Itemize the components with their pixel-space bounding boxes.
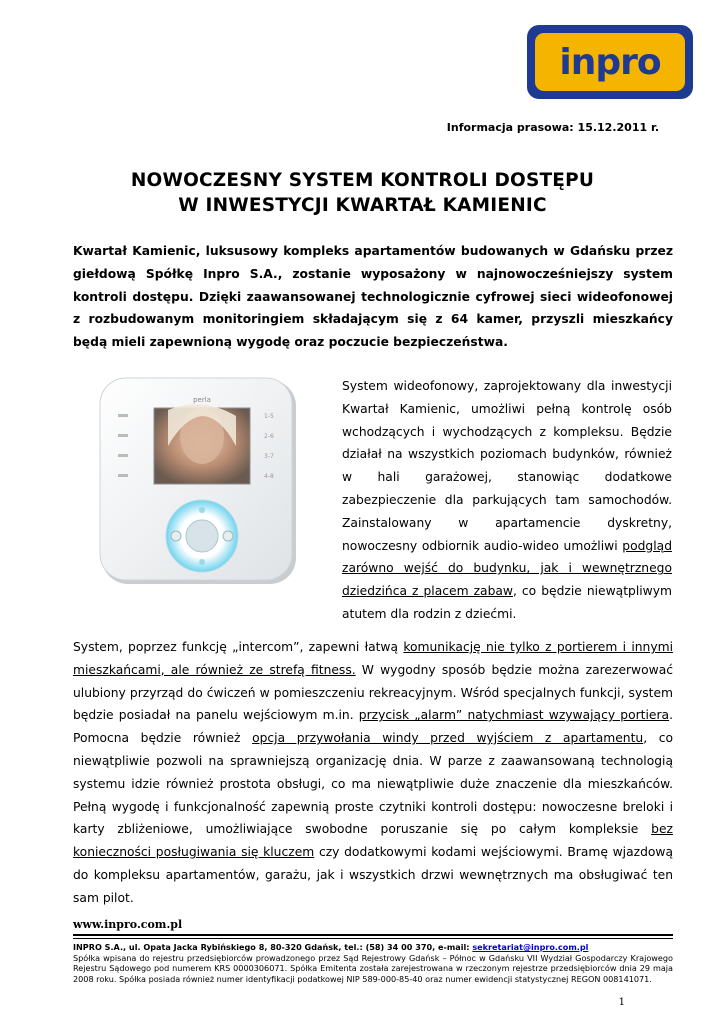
key-label: 2-6: [264, 433, 274, 440]
logo-badge: [535, 33, 685, 91]
handset-icon: [171, 531, 181, 541]
key-label: 3-7: [264, 453, 274, 460]
key-icon: [223, 531, 233, 541]
footer-company-info: [73, 942, 673, 984]
paragraph-features: System, poprzez funkcję „intercom”, zapewni łatwą komunikację nie tylko z portierem i innymi mieszkańcami, ale również ze strefą fitness. W wygodny sposób będzie można zarezerwować ulubiony przyrząd do ćwiczeń w pomieszczeniu rekreacyjnym. Wśród specjalnych funkcji, system będzie posiadał na panelu wejściowym m.in. przycisk „alarm” natychmiast wzywający portiera. Pomocna będzie również opcja przywołania windy przed wyjściem z apartamentu, co niewątpliwie pozwoli na sprawniejszą organizację dnia. W parze z zaawansowaną technologią systemu idzie również prostota obsługi, co ma niewątpliwie duże znaczenie dla mieszkańców. Pełną wygodę i funkcjonalność zapewnią proste czytniki kontroli dostępu: nowoczesne breloki i karty zbliżeniowe, umożliwiające swobodne poruszanie się po całym kompleksie bez konieczności posługiwania się kluczem czy dodatkowymi kodami wejściowymi. Bramę wjazdową do kompleksu apartamentów, garażu, jak i wszystkich drzwi wewnętrznych ma obsługiwać ten sam pilot.: [73, 640, 674, 905]
underlined-text: komunikację nie tylko z portierem i innymi mieszkańcami, ale również ze strefą fitness.: [73, 640, 674, 677]
underlined-text: podgląd zarówno wejść do budynku, jak i wewnętrznego dziedzińca z placem zabaw: [342, 538, 672, 599]
underlined-text: bez konieczności posługiwania się kluczem: [73, 822, 673, 860]
logo-text: inpro: [559, 42, 661, 83]
logo-wordmark: [540, 37, 680, 87]
title-line-1: NOWOCZESNY SYSTEM KONTROLI DOSTĘPU: [130, 170, 595, 191]
inpro-logo: [527, 25, 693, 99]
footer-divider-thin: [73, 938, 673, 939]
up-indicator: [199, 507, 205, 513]
title-line-2: W INWESTYCJI KWARTAŁ KAMIENIC: [178, 195, 547, 216]
device-brand: perla: [193, 396, 211, 404]
footer-company: INPRO S.A., ul. Opata Jacka Rybińskiego 8, 80-320 Gdańsk, tel.: (58) 34 00 370, e-mail:: [73, 942, 473, 952]
footer-website: www.inpro.com.pl: [73, 918, 183, 931]
key-label: 4-8: [264, 473, 274, 480]
footer-divider: [73, 934, 673, 936]
underlined-text: opcja przywołania windy przed wyjściem z apartamentu: [252, 731, 644, 746]
page-title: [60, 168, 665, 218]
down-indicator: [199, 559, 205, 565]
underlined-text: przycisk „alarm” natychmiast wzywający portiera: [358, 708, 670, 723]
footer-email-link[interactable]: sekretariat@inpro.com.pl: [472, 942, 589, 952]
key-label: 1-5: [264, 413, 274, 420]
press-release-date: Informacja prasowa: 15.12.2011 r.: [446, 121, 659, 134]
footer-legal: Spółka wpisana do rejestru przedsiębiorców prowadzonego przez Sąd Rejestrowy Gdańsk – Północ w Gdańsku VII Wydział Gospodarczy Krajowego Rejestru Sądowego pod numerem KRS 0000306071. Spółka Emitenta została zarejestrowana w rzeczonym rejestrze przedsiębiorców dnia 29 maja 2008 roku. Spółka posiada również numer identyfikacji podatkowej NIP 589-000-85-40 oraz numer ewidencji statystycznej REGON 008141071.: [73, 952, 673, 984]
lead-paragraph: Kwartał Kamienic, luksusowy kompleks apartamentów budowanych w Gdańsku przez giełdową Spółkę Inpro S.A., zostanie wyposażony w najnowocześniejszy system kontroli dostępu. Dzięki zaawansowanej technologicznie cyfrowej sieci wideofonowej z rozbudowanym monitoringiem składającym się z 64 kamer, przyszli mieszkańcy będą mieli zapewnioną wygodę oraz poczucie bezpieczeństwa.: [73, 244, 673, 350]
center-button: [186, 520, 218, 552]
videophone-image: [96, 376, 302, 588]
paragraph-system-description: System wideofonowy, zaprojektowany dla inwestycji Kwartał Kamienic, umożliwi pełną kontrolę osób wchodzących i wychodzących z kompleksu. Będzie działał na wszystkich poziomach budynków, również w hali garażowej, stanowiąc dodatkowe zabezpieczenie dla parkujących tam samochodów. Zainstalowany w apartamencie dyskretny, nowoczesny odbiornik audio-wideo umożliwi podgląd zarówno wejść do budynku, jak i wewnętrznego dziedzińca z placem zabaw, co będzie niewątpliwym atutem dla rodzin z dziećmi.: [342, 379, 672, 621]
page-number: 1: [618, 997, 625, 1008]
